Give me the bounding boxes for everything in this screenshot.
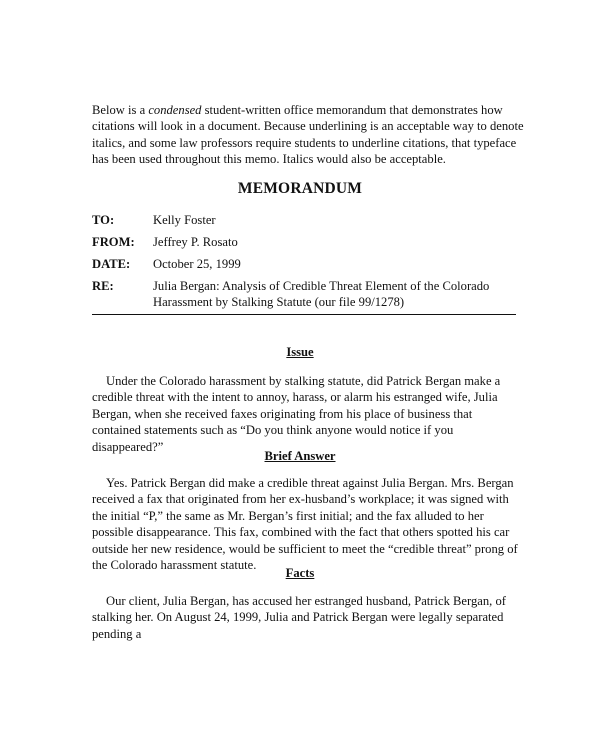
facts-heading: Facts [285, 566, 315, 580]
intro-paragraph [92, 102, 532, 168]
from-label: FROM: [92, 235, 135, 249]
intro-italic-word: condensed [148, 103, 202, 117]
facts-paragraph: Our client, Julia Bergan, has accused her estranged husband, Patrick Bergan, of stalking her. On August 24, 1999, Julia and Patrick Bergan were legally separated pending a [92, 594, 506, 641]
re-value [153, 278, 513, 311]
date-value: October 25, 1999 [153, 257, 241, 271]
issue-heading: Issue [286, 345, 314, 359]
re-value-line-1: Julia Bergan: Analysis of Credible Threat Element of the Colorado [153, 279, 490, 293]
to-value: Kelly Foster [153, 213, 216, 227]
header-divider [92, 314, 516, 315]
memo-title: MEMORANDUM [237, 180, 363, 197]
from-value: Jeffrey P. Rosato [153, 235, 238, 249]
re-label: RE: [92, 279, 114, 293]
intro-text-start: Below is a [92, 103, 149, 117]
issue-paragraph: Under the Colorado harassment by stalking statute, did Patrick Bergan make a credible threat with the intent to annoy, harass, or alarm his estranged wife, Julia Bergan, when she received faxes originating from his place of business that contained statements such as “Do you think anyone would notice if you disappeared?” [92, 374, 501, 454]
re-value-line-2: Harassment by Stalking Statute (our file 99/1278) [153, 295, 405, 310]
brief-answer-heading: Brief Answer [264, 449, 336, 463]
intro-text-rest: student-written office memorandum that demonstrates how citations will look in a document. Because underlining is an acceptable way to denote italics, and some law professors require students to underline citations, that typeface has been used throughout this memo. Italics would also be acceptable. [92, 103, 524, 167]
date-label: DATE: [92, 257, 131, 271]
brief-answer-paragraph: Yes. Patrick Bergan did make a credible threat against Julia Bergan. Mrs. Bergan received a fax that originated from her ex-husband’s workplace; it was signed with the initial “P,” the same as Mr. Bergan’s first initial; and the fax alluded to her possible disappearance. This fax, combined with the fact that others spotted his car outside her new residence, would be sufficient to meet the “credible threat” prong of the Colorado harassment statute. [92, 476, 518, 573]
to-label: TO: [92, 213, 115, 227]
